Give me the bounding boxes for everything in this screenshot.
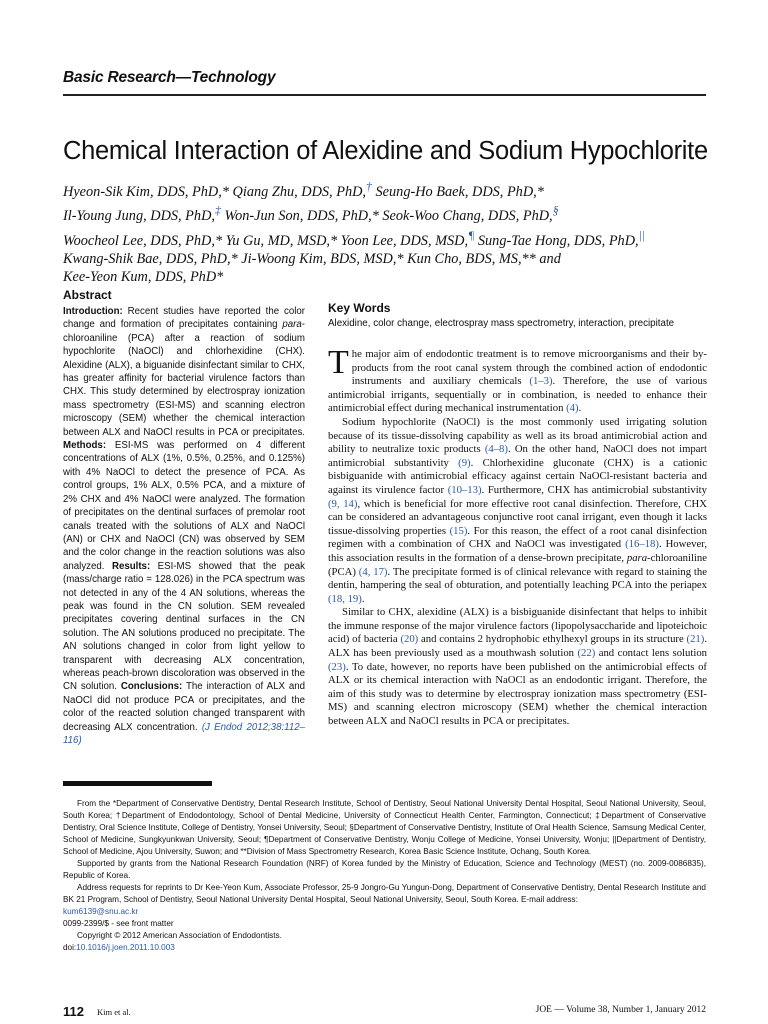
author-line: Kee-Yeon Kum, DDS, PhD* xyxy=(63,269,224,286)
reference-link[interactable]: (1–3) xyxy=(529,375,553,388)
methods-label: Methods: xyxy=(63,440,107,452)
reference-link[interactable]: (21) xyxy=(686,633,705,646)
email-line xyxy=(63,906,706,918)
body-text: . On the other hand, NaOCl does not impart antimicrobial substantivity xyxy=(328,443,707,469)
author-line: Kwang-Shik Bae, DDS, PhD,* Ji-Woong Kim, BDS, MSD,* Kun Cho, BDS, MS,** and xyxy=(63,250,561,267)
doi-line xyxy=(63,942,706,954)
drop-cap: T xyxy=(328,344,349,381)
reference-link[interactable]: (10–13) xyxy=(447,483,482,496)
address-note xyxy=(63,882,706,906)
reference-link[interactable]: (4–8) xyxy=(484,443,508,456)
reference-link[interactable]: (15) xyxy=(449,524,468,537)
author-text: Sung-Tae Hong, DDS, PhD, xyxy=(474,232,639,249)
abstract-text: -chloroaniline (PCA) after a reaction of sodium hypochlorite (NaOCl) and chlorhexidine (CHX). Alexidine (ALX), a biguanide disinfectant similar to CHX, has greater affinity for bacterial virulence factors than CHX. This study determined by electrospray ionization mass spectrometry (ESI-MS) and scanning electron microscopy (SEM) whether the chemical interaction between ALX and NaOCl results in PCA or precipitates. xyxy=(63,319,305,438)
affiliations-note: From the *Department of Conservative Dentistry, Dental Research Institute, School of Dentistry, Seoul National University Dental Hospital, Seoul National University, Seoul, South Korea; †Department of Endodontology, School of Dental Medicine, University of Connecticut Health Center, Farmington, Connecticut; ‡Department of Conservative Dentistry, Oral Science Institute, College of Dentistry, Yonsei University, Seoul; §Department of Conservative Dentistry, Institute of Oral Health Science, Samsung Medical Center, School of Medicine, Sungkyunkwan University, Seoul; ¶Department of Conservative Dentistry, Wonju College of Medicine, Yonsei University, Wonju; ||Department of Dentistry, School of Medicine, Ajou University, Suwon; and **Division of Mass Spectrometry Research, Korea Basic Science Institute, Ochang, South Korea. xyxy=(63,799,706,856)
body-text: para xyxy=(626,551,648,564)
doi-link[interactable]: 10.1016/j.joen.2011.10.003 xyxy=(76,943,175,952)
author-text: Won-Jun Son, DDS, PhD,* Seok-Woo Chang, DDS, PhD, xyxy=(220,208,553,225)
abstract-text: Recent studies have reported the color change and formation of precipitates containing xyxy=(63,306,305,331)
body-text: . ALX has been previously used as a mouthwash solution xyxy=(328,633,708,660)
abstract-text: The interaction of ALX and NaOCl did not produce PCA or precipitates, and the color of the reacted solution changed transparent with decreasing ALX concentration. xyxy=(63,681,305,733)
body-paragraph xyxy=(328,606,707,728)
reference-link[interactable]: (9) xyxy=(458,456,471,469)
abstract-body xyxy=(63,305,305,747)
body-text: and contact lens solution xyxy=(595,647,708,660)
reference-link[interactable]: (4) xyxy=(566,402,579,415)
results-label: Results: xyxy=(111,560,151,572)
body-text: . For this reason, the effect of a root canal disinfection regimen with a combination of CHX and NaOCl was investigated xyxy=(328,524,707,551)
affiliation-mark: ‡ xyxy=(214,203,221,218)
journal-info: JOE — Volume 38, Number 1, January 2012 xyxy=(535,1005,706,1015)
author-list xyxy=(63,177,713,287)
abstract-text: ESI-MS showed that the peak (mass/charge ratio = 128.026) in the PCA spectrum was not detected in any of the 4 AN solutions, whereas the peak was found in the CN solution. SEM revealed precipitates covering dentinal surfaces in the CN solution. The AN solutions produced no precipitate. The AN solutions changed in color from light yellow to transparent with decreasing ALX concentration, whereas peach-brown discoloration was observed in the CN solution. xyxy=(63,560,305,693)
reference-link[interactable]: (18, 19) xyxy=(328,592,362,605)
body-text: . To date, however, no reports have been published on the antimicrobial effects of ALX or its chemical interaction with NaOCl as an endodontic irrigant. Therefore, the aim of this study was to determine by electrospray ionization mass spectrometry (ESI-MS) and scanning electron microscopy (SEM) whether the chemical interaction between ALX and NaOCl results in PCA or precipitates. xyxy=(328,660,707,728)
body-paragraph xyxy=(328,416,707,606)
article-title: Chemical Interaction of Alexidine and Sodium Hypochlorite xyxy=(63,137,708,165)
email-link[interactable]: kum6139@snu.ac.kr xyxy=(63,907,139,916)
affiliation-mark: † xyxy=(366,179,372,193)
body-text: . The precipitate formed is of clinical relevance with regard to staining the dentin, hampering the seal of obturation, and potentially leaching PCA into the periapex xyxy=(328,565,707,592)
conclusions-label: Conclusions: xyxy=(120,681,183,693)
body-text: . Furthermore, CHX has antimicrobial substantivity xyxy=(481,483,707,496)
body-text: . xyxy=(578,402,582,415)
body-text: . However, this association results in the formation of a dense-brown precipitate, xyxy=(328,538,707,564)
body-text: Sodium hypochlorite (NaOCl) is the most commonly used irrigating solution because of its tissue-dissolving capability as well as its broad antimicrobial action and ability to neutralize toxic products xyxy=(328,415,707,456)
reference-link[interactable]: (4, 17) xyxy=(358,565,388,578)
reference-link[interactable]: (22) xyxy=(577,647,596,660)
author-text: Woocheol Lee, DDS, PhD,* Yu Gu, MD, MSD,* Yoon Lee, DDS, MSD, xyxy=(63,232,469,249)
doi-prefix: doi: xyxy=(63,943,77,952)
body-text: . xyxy=(361,592,365,605)
reference-link[interactable]: (23) xyxy=(328,660,346,673)
header-rule xyxy=(63,94,706,96)
body-text: . Chlorhexidine gluconate (CHX) is a cationic bisbiguanide with antimicrobial efficacy against certain NaOCl-resistant bacteria and against its virulence factor xyxy=(328,456,707,496)
article-body xyxy=(328,344,708,729)
page-number: 112 xyxy=(63,1004,84,1019)
support-note: Supported by grants from the National Research Foundation (NRF) of Korea funded by the Ministry of Education, Science and Technology (MEST) (no. 2009-0086835), Republic of Korea. xyxy=(63,859,706,880)
body-text: -chloroaniline (PCA) xyxy=(328,551,707,578)
reference-link[interactable]: (20) xyxy=(400,633,419,646)
issn-line: 0099-2399/$ - see front matter xyxy=(63,919,174,928)
body-text: , which is beneficial for more effective root canal disinfection. Therefore, CHX can be considered an advantageous conjunctive root canal irrigant, even though it lacks tissue-dissolving properties xyxy=(328,497,707,537)
author-text: Il-Young Jung, DDS, PhD, xyxy=(63,208,215,225)
body-text: . Therefore, the use of various antimicrobial irrigants, sequentially or in combination, is needed to enhance their antimicrobial effect during mechanical instrumentation xyxy=(328,375,707,415)
abstract-text: para xyxy=(282,319,302,331)
author-line xyxy=(63,226,713,250)
address-text: Address requests for reprints to Dr Kee-Yeon Kum, Associate Professor, 25-9 Jongro-Gu Yungun-Dong, Department of Conservative Dentistry, Dental Research Institute and BK 21 Program, School of Dentistry, Seoul National University Dental Hospital, Seoul National University, Seoul, South Korea. E-mail address: xyxy=(63,883,706,904)
intro-label: Introduction: xyxy=(63,306,123,317)
reference-link[interactable]: (9, 14) xyxy=(328,497,358,510)
running-author: Kim et al. xyxy=(97,1007,131,1017)
reference-link[interactable]: (16–18) xyxy=(625,538,659,551)
keywords-heading: Key Words xyxy=(328,301,391,315)
section-label: Basic Research—Technology xyxy=(63,69,276,86)
body-text: he major aim of endodontic treatment is to remove microorganisms and their by-products from the root canal system through the combined action of endodontic instruments and auxiliary chemicals xyxy=(351,348,707,388)
keywords-list: Alexidine, color change, electrospray mass spectrometry, interaction, precipitate xyxy=(328,318,675,329)
abstract-end-rule xyxy=(63,781,212,786)
abstract-text: ESI-MS was performed on 4 different concentrations of ALX (1%, 0.5%, 0.25%, and 0.125%) with 4% NaOCl to detect the presence of PCA. As control groups, 1% ALX, 0.5% PCA, and a mixture of 2% CHX and 4% NaOCl were analyzed. The formation of precipitates on the dentinal surfaces of premolar root canals treated with the solutions of ALX and NaOCl (AN) or CHX and NaOCl (CN) was observed by SEM and the color change in the reaction solutions was also analyzed. xyxy=(63,440,305,572)
body-paragraph xyxy=(328,344,707,416)
author-line xyxy=(63,201,713,225)
author-text: Seung-Ho Baek, DDS, PhD,* xyxy=(371,183,544,200)
body-text: Similar to CHX, alexidine (ALX) is a bisbiguanide disinfectant that helps to inhibit the immune response of the major virulence factors (lipopolysaccharide and lipoteichoic acid) of bacteria xyxy=(328,606,707,646)
author-line xyxy=(63,177,713,201)
affiliation-mark: || xyxy=(638,227,646,242)
affiliation-mark: ¶ xyxy=(468,227,475,242)
footnotes xyxy=(63,798,706,954)
author-text: Hyeon-Sik Kim, DDS, PhD,* Qiang Zhu, DDS, PhD, xyxy=(63,183,366,200)
affiliation-mark: § xyxy=(552,203,559,218)
copyright-line: Copyright © 2012 American Association of Endodontists. xyxy=(77,931,282,940)
abstract-heading: Abstract xyxy=(63,288,112,302)
journal-citation: (J Endod 2012;38:112–116) xyxy=(63,721,305,746)
body-text: and contains 2 hydrophobic ethylhexyl groups in its structure xyxy=(418,633,687,646)
